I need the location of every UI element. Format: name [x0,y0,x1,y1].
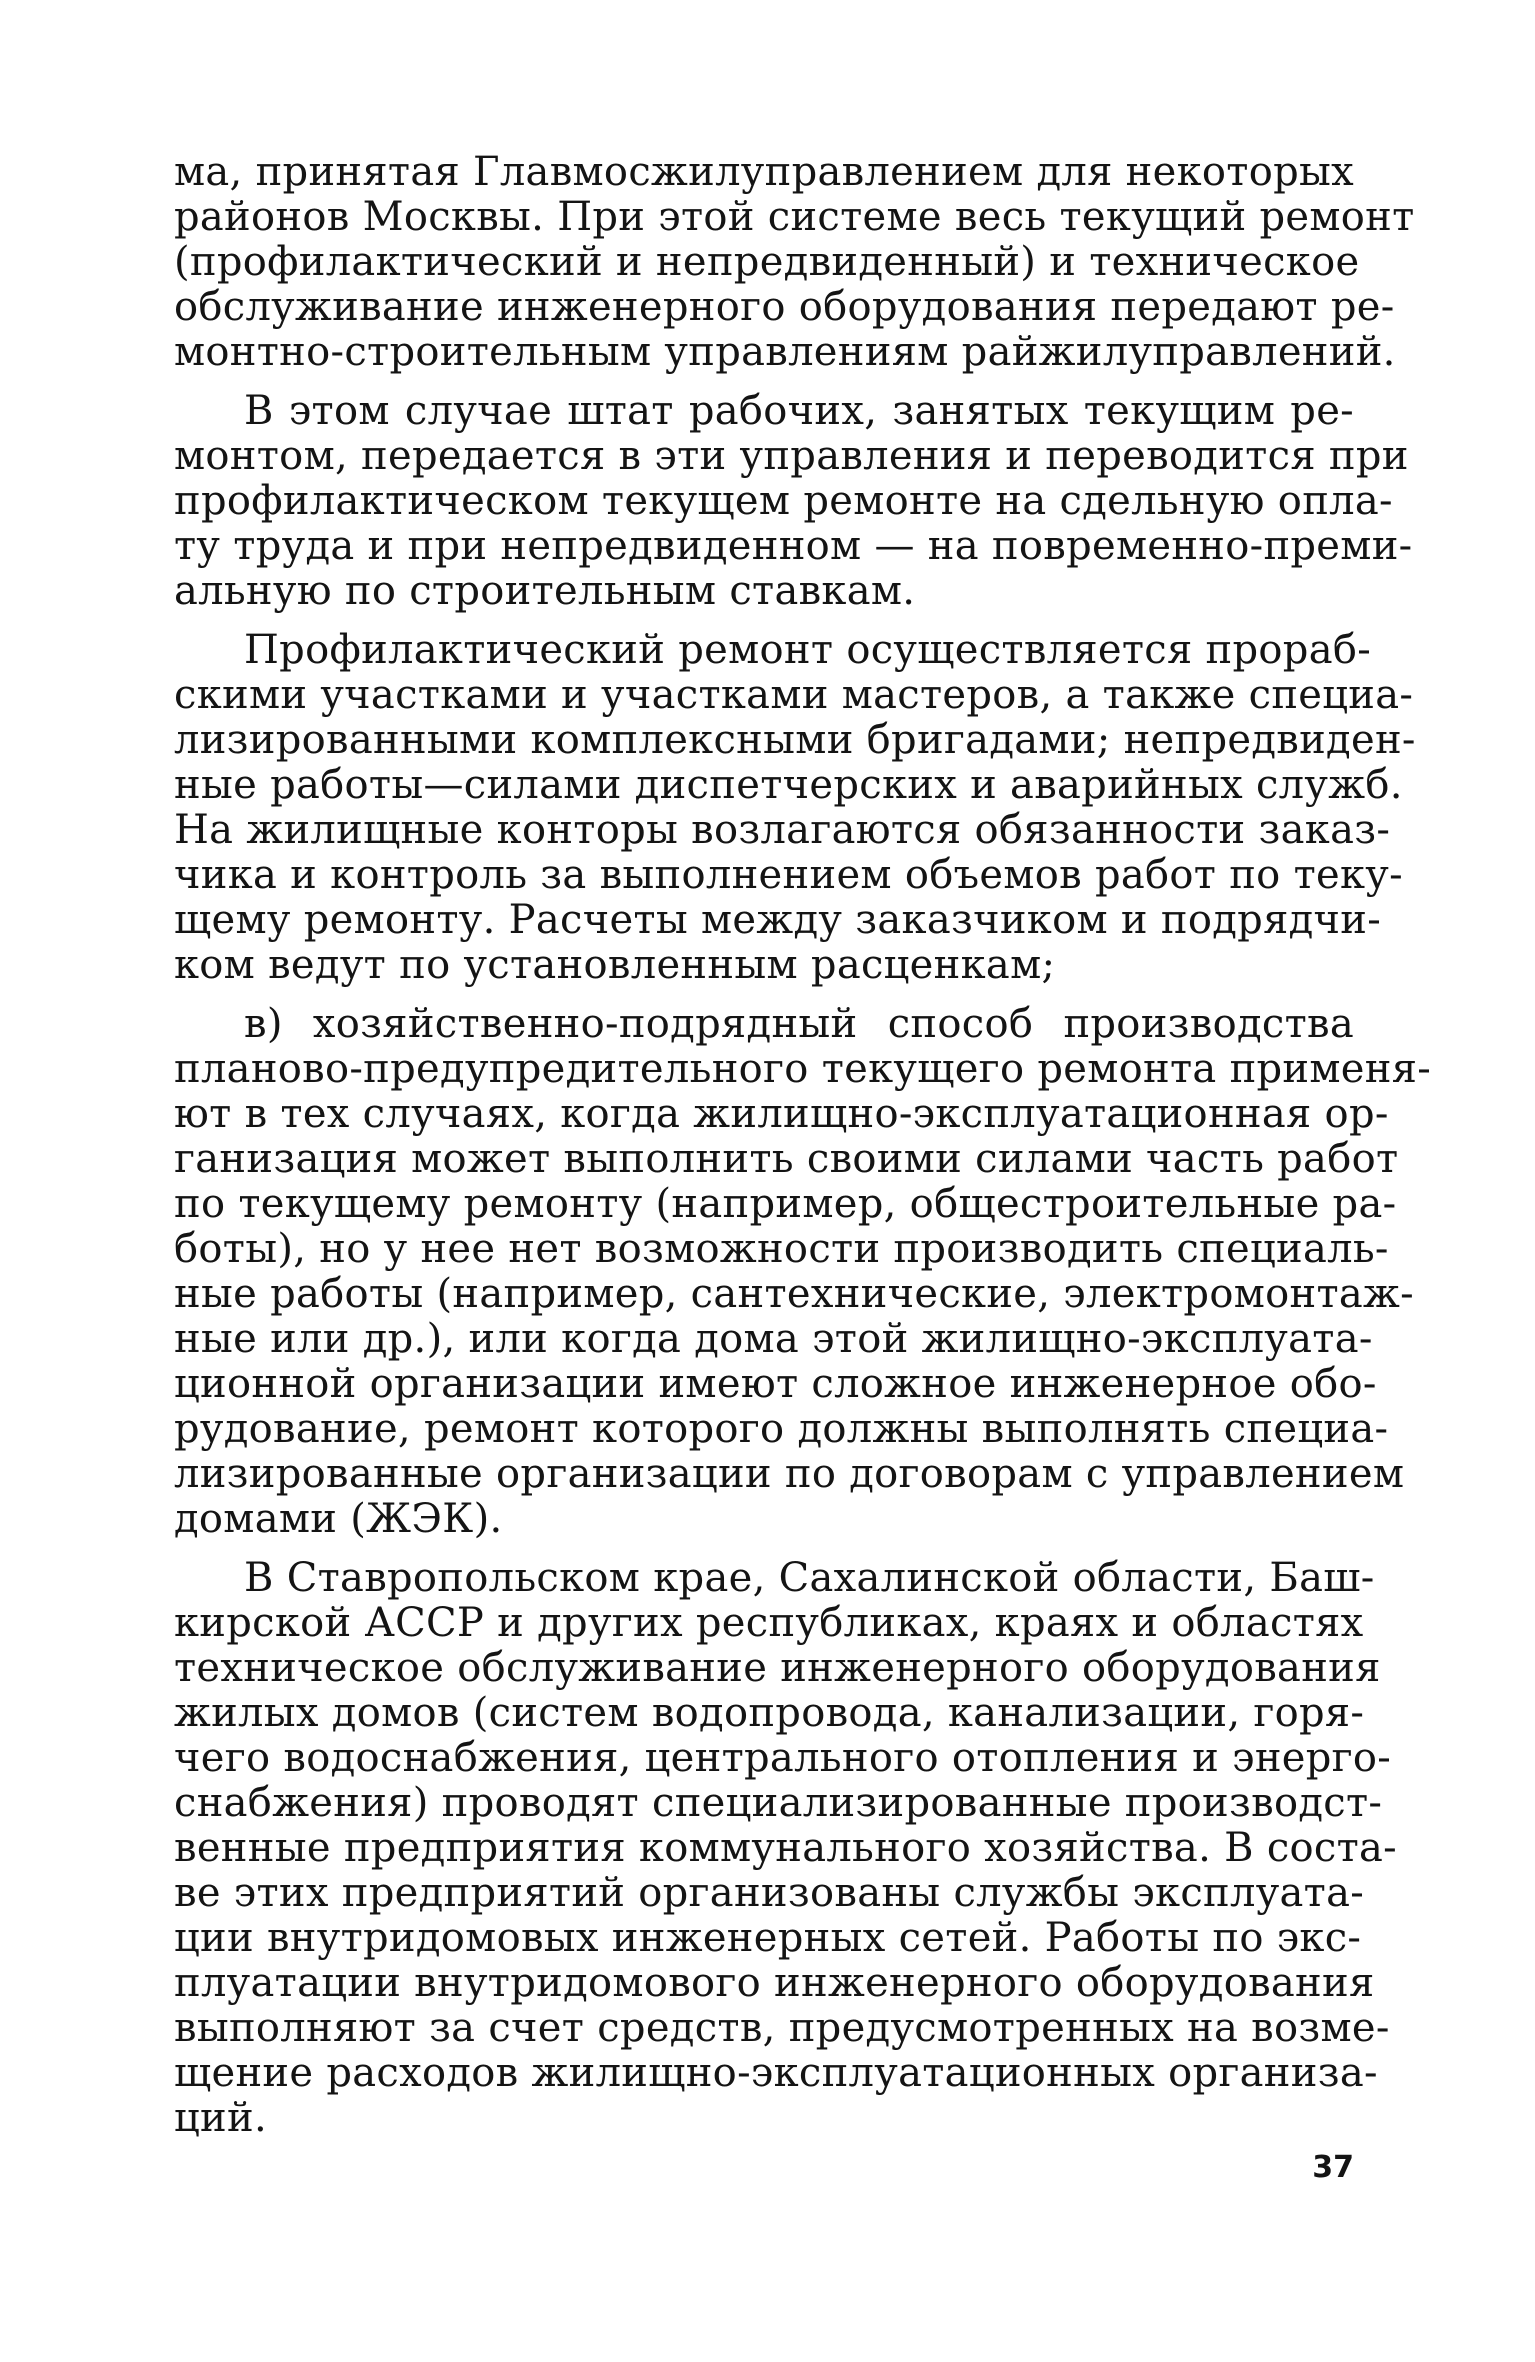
text-line: щение расходов жилищно-эксплуатационных организа- [174,2050,1378,2096]
text-line: планово-предупредительного текущего ремонта применя- [174,1046,1432,1092]
text-line: ции внутридомовых инженерных сетей. Работы по экс- [174,1915,1362,1961]
text-line: альную по строительным ставкам. [174,568,916,614]
text-line: выполняют за счет средств, предусмотренных на возме- [174,2005,1390,2051]
text-line: боты), но у нее нет возможности производить специаль- [174,1226,1389,1272]
paragraph-gap [174,988,1354,1002]
paragraph-gap [174,1542,1354,1556]
paragraph [174,627,1416,988]
text-line: жилых домов (систем водопровода, канализации, горя- [174,1690,1365,1736]
text-line: лизированные организации по договорам с управлением [174,1451,1405,1497]
text-line: по текущему ремонту (например, общестроительные ра- [174,1181,1397,1227]
paragraph-gap [174,614,1354,628]
text-line: чего водоснабжения, центрального отопления и энерго- [174,1735,1392,1781]
text-line: чика и контроль за выполнением объемов работ по теку- [174,852,1403,898]
text-line: домами (ЖЭК). [174,1496,503,1542]
text-line: в) хозяйственно-подрядный способ производства [244,1001,1354,1047]
body-text [174,149,1432,2141]
text-line: монтно-строительным управлениям райжилуправлений. [174,329,1396,375]
text-line: ве этих предприятий организованы службы эксплуата- [174,1870,1365,1916]
text-line: плуатации внутридомового инженерного оборудования [174,1960,1375,2006]
text-line: снабжения) проводят специализированные производст- [174,1780,1383,1826]
text-line: (профилактический и непредвиденный) и техническое [174,239,1360,285]
text-line: ком ведут по установленным расценкам; [174,942,1056,988]
text-line: лизированными комплексными бригадами; непредвиден- [174,717,1416,763]
text-line: щему ремонту. Расчеты между заказчиком и подрядчи- [174,897,1382,943]
text-line: ные работы (например, сантехнические, электромонтаж- [174,1271,1414,1317]
text-line: ют в тех случаях, когда жилищно-эксплуатационная ор- [174,1091,1389,1137]
text-line: техническое обслуживание инженерного оборудования [174,1645,1381,1691]
text-line: ные работы—силами диспетчерских и аварийных служб. [174,762,1403,808]
text-line: На жилищные конторы возлагаются обязанности заказ- [174,807,1391,853]
text-line: ганизация может выполнить своими силами часть работ [174,1136,1399,1182]
paragraph [174,388,1413,614]
text-line: В этом случае штат рабочих, занятых текущим ре- [244,388,1354,434]
text-line: скими участками и участками мастеров, а также специа- [174,672,1414,718]
text-line: профилактическом текущем ремонте на сдельную опла- [174,478,1393,524]
text-line: Профилактический ремонт осуществляется прораб- [244,627,1372,673]
text-line: ту труда и при непредвиденном — на повременно-преми- [174,523,1413,569]
paragraph [174,1001,1432,1542]
text-line: ма, принятая Главмосжилуправлением для некоторых [174,149,1354,195]
text-line: кирской АССР и других республиках, краях и областях [174,1600,1364,1646]
page-number: 37 [1312,2150,1354,2185]
paragraph [174,1555,1398,2141]
text-line: монтом, передается в эти управления и переводится при [174,433,1409,479]
text-line: обслуживание инженерного оборудования передают ре- [174,284,1395,330]
paragraph-gap [174,375,1354,389]
text-line: рудование, ремонт которого должны выполнять специа- [174,1406,1389,1452]
text-line: ные или др.), или когда дома этой жилищно-эксплуата- [174,1316,1373,1362]
text-line: районов Москвы. При этой системе весь текущий ремонт [174,194,1415,240]
text-line: ций. [174,2095,267,2141]
text-line: ционной организации имеют сложное инженерное обо- [174,1361,1377,1407]
text-line: В Ставропольском крае, Сахалинской области, Баш- [244,1555,1375,1601]
text-line: венные предприятия коммунального хозяйства. В соста- [174,1825,1398,1871]
paragraph [174,149,1415,375]
